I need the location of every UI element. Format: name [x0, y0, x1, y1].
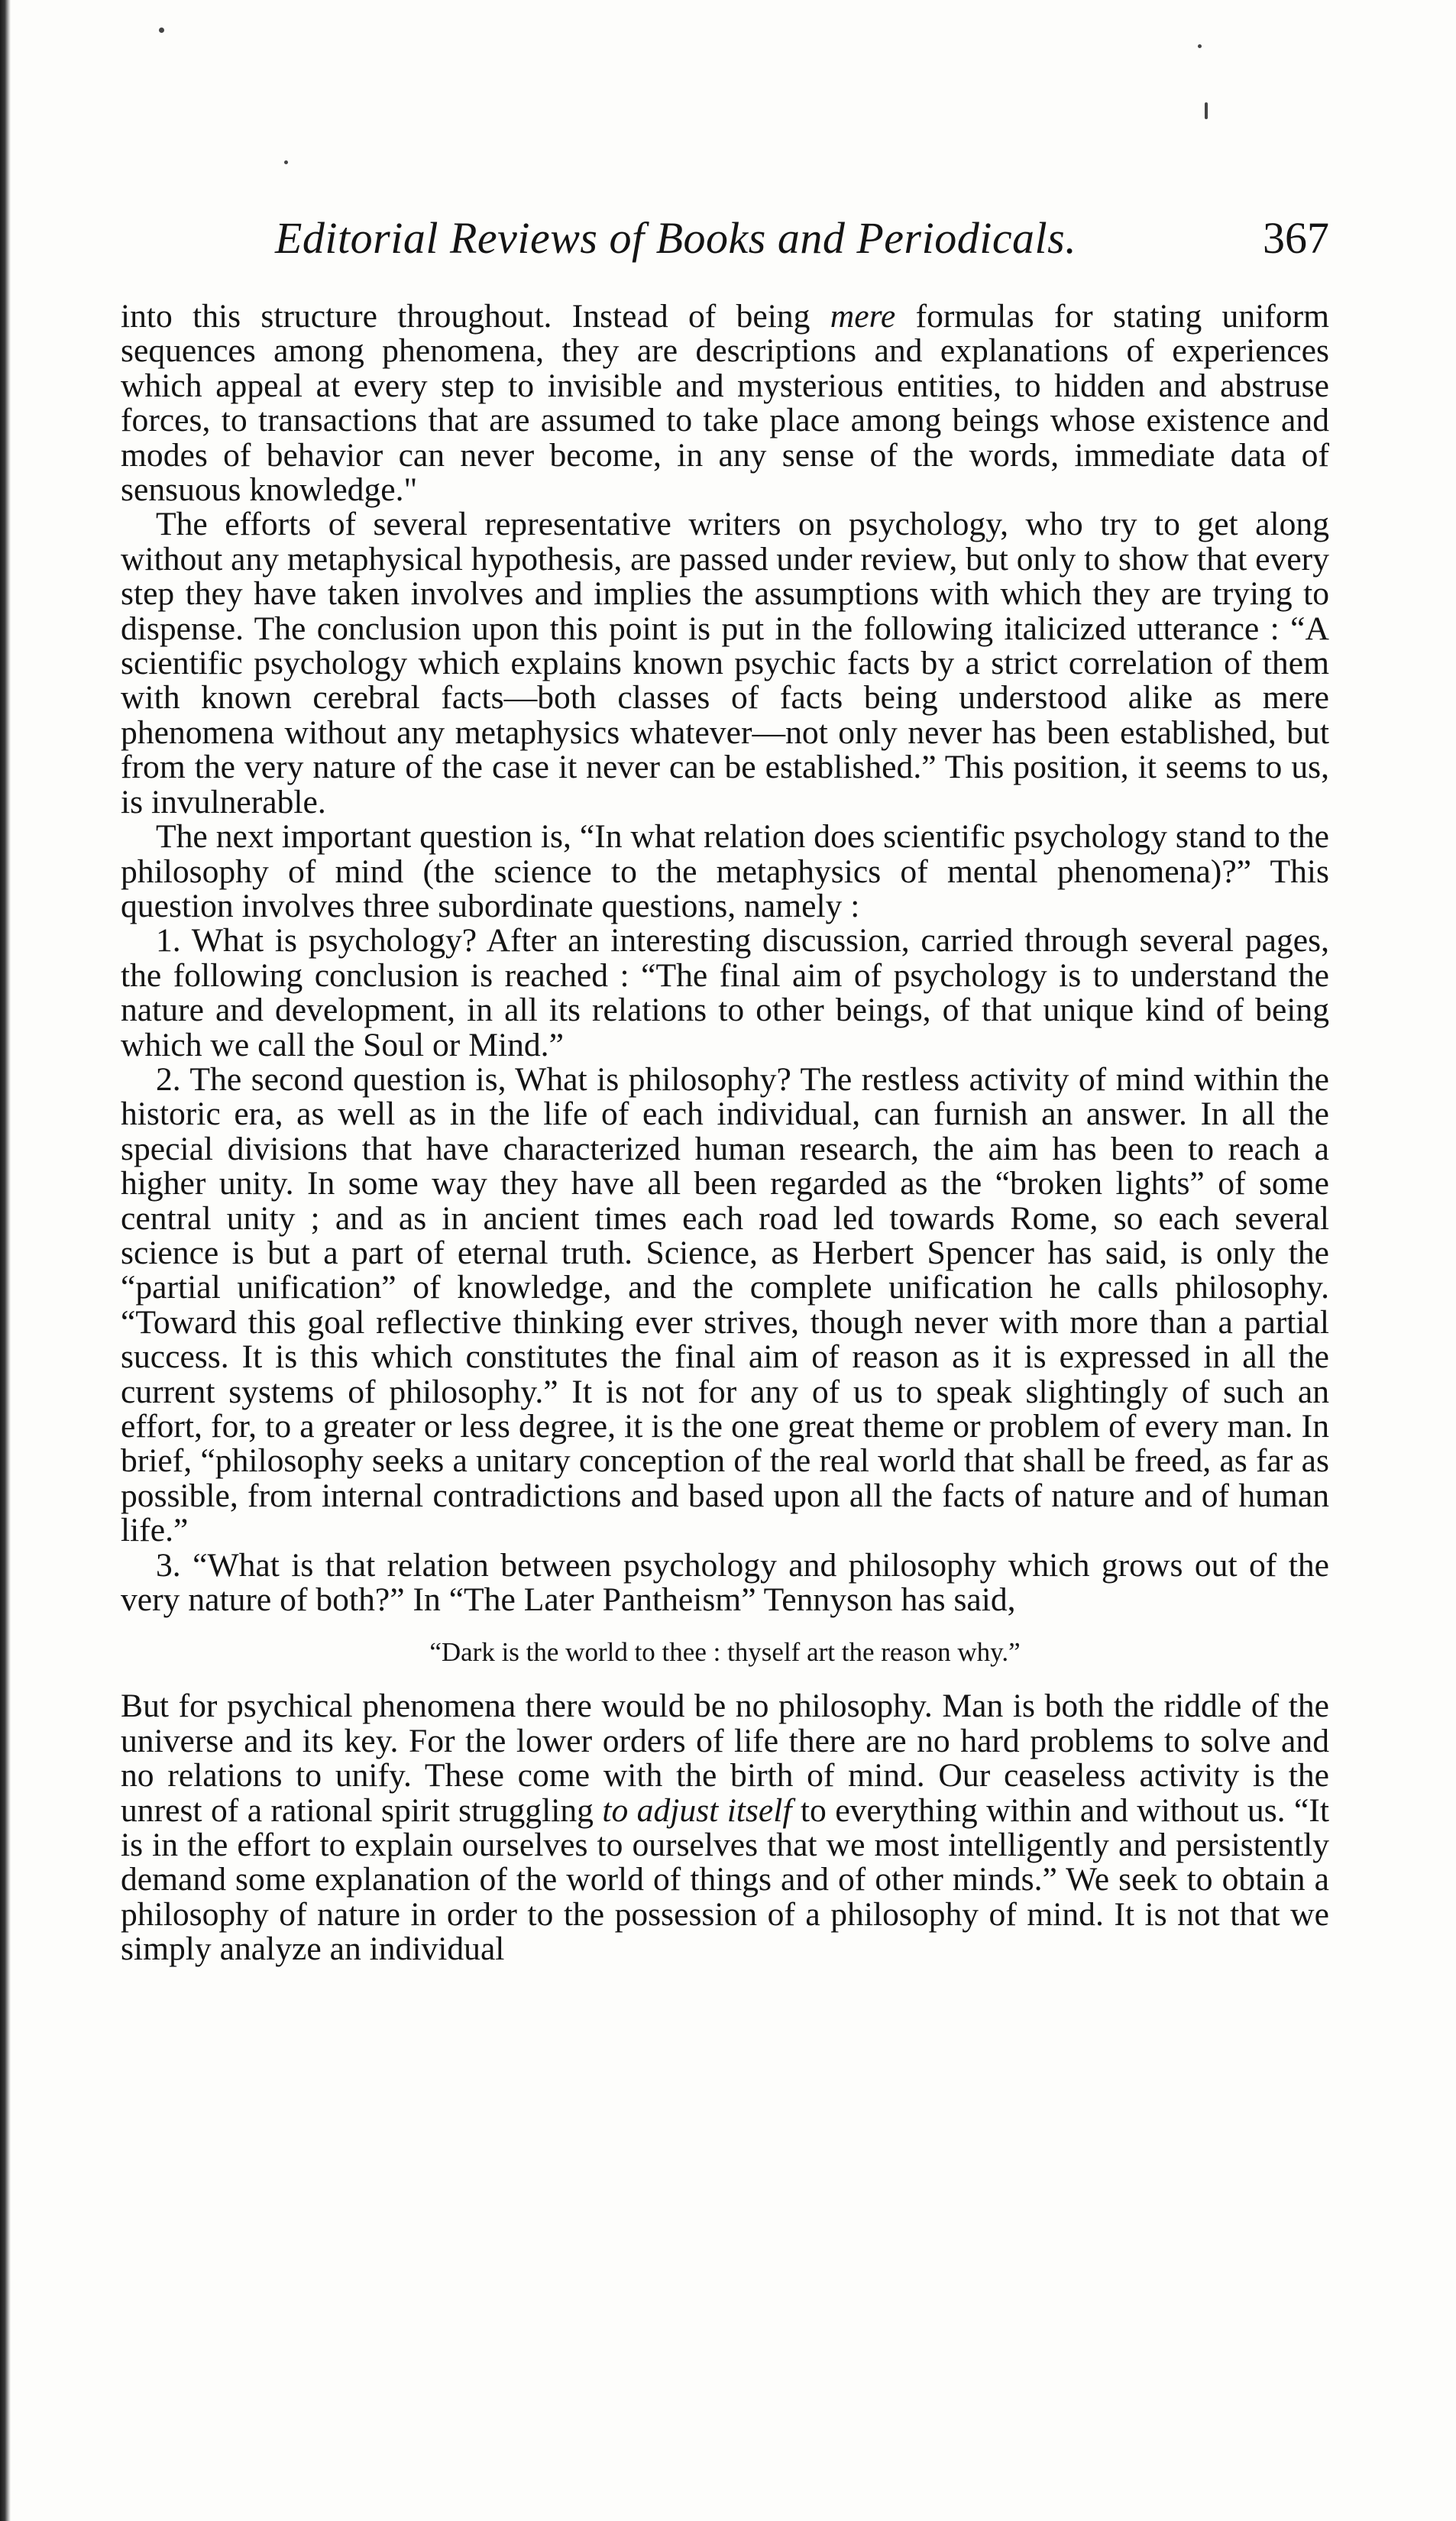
paragraph: The efforts of several representative writers on psychology, who try to get along without any metaphysical hypothesis, are passed under review, but only to show that every step they have taken involves and implies the assumptions with which they are trying to dispense. The conclusion upon this point is put in the following italicized utterance : “A scientific psychology which explains known psychic facts by a strict correlation of them with known cerebral facts—both classes of facts being understood alike as mere phenomena without any metaphysics whatever—not only never has been established, but from the very nature of the case it never can be established.” This position, it seems to us, is invulnerable.: [121, 506, 1329, 820]
paragraph-text: But for psychical phenomena there would be no philosophy. Man is both the riddle of the universe and its key. For the lower orders of life there are no hard problems to solve and no relations to unify. These come with the birth of mind. Our ceaseless activity is the unrest of a rational spirit struggling: [121, 1688, 1329, 1829]
scan-speck: [1198, 44, 1202, 48]
scan-speck: [284, 160, 288, 164]
paragraph-text: to everything within and without us. “It is in the effort to explain ourselves to ourselves that we most intelligently and persistently demand some explanation of the world of things and of other minds.” We seek to obtain a philosophy of nature in order to the possession of a philosophy of mind. It is not that we simply analyze an individual: [121, 1791, 1329, 1968]
paragraph: 1. What is psychology? After an interesting discussion, carried through several pages, the following conclusion is reached : “The final aim of psychology is to understand the nature and development, in all its relations to other beings, of that unique kind of being which we call the Soul or Mind.”: [121, 922, 1329, 1063]
paragraph-text: formulas for stating uniform sequences among phenomena, they are descriptions and explanations of experiences which appeal at every step to invisible and mysterious entities, to hidden and abstruse forces, to transactions that are assumed to take place among beings whose existence and modes of behavior can never become, in any sense of the words, immediate data of sensuous knowledge.": [121, 298, 1329, 509]
block-quote: “Dark is the world to thee : thyself art the reason why.”: [429, 1637, 1021, 1668]
paragraph: 2. The second question is, What is philosophy? The restless activity of mind within the historic era, as well as in the life of each individual, can furnish an answer. In all the special divisions that have characterized human research, the aim has been to reach a higher unity. In some way they have all been regarded as the “broken lights” of some central unity ; and as in ancient times each road led towards Rome, so each several science is but a part of eternal truth. Science, as Herbert Spencer has said, is only the “partial unification” of knowledge, and the complete unification he calls philosophy. “Toward this goal reflective thinking ever strives, though never with more than a partial success. It is this which constitutes the final aim of reason as it is expressed in all the current systems of philosophy.” It is not for any of us to speak slightingly of such an effort, for, to a greater or less degree, it is the one great theme or problem of every man. In brief, “philosophy seeks a unitary conception of the real world that shall be freed, as far as possible, from internal contradictions and based upon all the facts of nature and of human life.”: [121, 1060, 1329, 1549]
paragraph: 3. “What is that relation between psychology and philosophy which grows out of the very nature of both?” In “The Later Pantheism” Tennyson has said,: [121, 1546, 1329, 1619]
binding-edge: [0, 0, 11, 2521]
italic-emphasis: to adjust itself: [602, 1791, 792, 1829]
scan-speck: [159, 28, 164, 33]
paragraph-text: into this structure throughout. Instead of being: [121, 298, 830, 335]
scan-speck: [1205, 102, 1208, 119]
paragraph: [121, 299, 1329, 507]
page-number: 367: [1263, 213, 1329, 263]
article-body: [121, 299, 1329, 1967]
running-title: Editorial Reviews of Books and Periodicals.: [275, 213, 1077, 263]
page-header: [122, 212, 1329, 273]
italic-emphasis: mere: [830, 298, 896, 335]
paragraph: The next important question is, “In what relation does scientific psychology stand to the philosophy of mind (the science to the metaphysics of mental phenomena)?” This question involves three subordinate questions, namely :: [121, 818, 1329, 924]
paragraph: [121, 1689, 1329, 1966]
